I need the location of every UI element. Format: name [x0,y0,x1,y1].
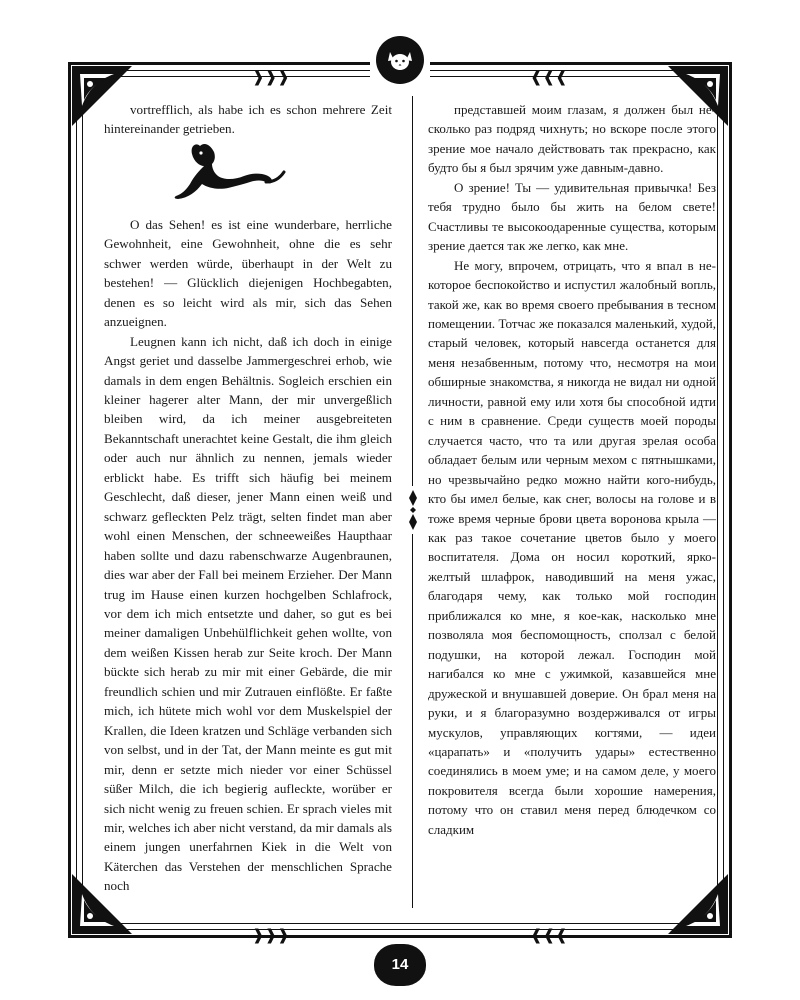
header-medallion [370,36,430,88]
cat-head-icon [370,42,430,78]
diamond-ornament-icon [404,486,422,534]
paragraph: О зрение! Ты — удивительная привычка! Без тебя трудно было бы жить на белом свете! Счастливы те высокоодаренные существа, которым зрение дается так же легко, как мне. [428,179,716,254]
scroll-flourish-icon: ❰❰❰ [530,926,568,944]
scroll-flourish-icon: ❱❱❱ [252,68,290,86]
paragraph: O das Sehen! es ist eine wunderbare, herrliche Gewohnheit, eine Gewohnheit, ohne die es sehr schwer werden würde, überhaupt in der Welt zu bestehen! — Glücklich diejenigen Hochbegabten, denen es so leicht wird als mir, sich das Sehen anzueignen. [104,216,392,330]
paragraph: vortrefflich, als habe ich es schon mehrere Zeit hintereinander getrieben. [104,102,392,137]
paragraph: представшей моим глазам, я должен был несколько раз подряд чихнуть; но вскоре после этого зрение мое начало действовать так прекрасно, как будто бы я был зрячим уже давным-давно. [428,102,716,176]
stretching-cat-icon [170,140,320,202]
page-number: 14 [374,944,426,986]
scroll-flourish-icon: ❱❱❱ [252,926,290,944]
paragraph: Leugnen kann ich nicht, daß ich doch in einige Angst geriet und dasselbe Jammergeschrei erhob, wie damals in dem engen Behältnis. Sogleich erschien ein kleiner hagerer alter Mann, der mir unvergeßlich bleiben wird, da ich meiner ausgebreiteten Bekanntschaft unerachtet keine Gestalt, die ihm gleich oder auch nur ähnlich zu nennen, jemals wieder erblickt habe. Es trifft sich häufig bei meinem Geschlecht, daß dieser, jener Mann einen weiß und schwarz gefleckten Pelz trägt, selten findet man aber wohl einen Menschen, der schneeweißes Haupthaar haben sollte und dazu rabenschwarze Augenbraunen, dies war aber der Fall bei meinem Erzieher. Der Mann trug im Hause einen kurzen hochgelben Schlafrock, vor dem ich mich entsetzte und daher, so gut es bei meiner damaligen Unbehülflichkeit gehen wollte, von dem weißen Kissen herab zur Seite kroch. Der Mann bückte sich herab zu mir mit einer Gebärde, die mir freundlich schien und mir Zutrauen einflößte. Er faßte mich, ich hütete mich wohl vor dem Muskelspiel der Krallen, die Ideen kratzen und Schläge verbanden sich von selbst, und in der Tat, der Mann meinte es gut mit mir, denn er setzte mich nieder vor einer Schüssel süßer Milch, die ich begierig aufleckte, worüber er sich nicht wenig zu freuen schien. Er sprach vieles mit mir, welches ich aber nicht verstand, da mir damals als einem jungen unerfahrnen Kiek in die Welt von Käterchen das Verstehen der menschlichen Sprache noch [104,333,392,894]
paragraph: Не могу, впрочем, отрицать, что я впал в некоторое беспокойство и испустил жалобный вопль, такой же, как во время своего пребывания в тесном помещении. Тотчас же показался маленький, худой, старый человек, который навсегда останется для меня незабвенным, потому что, несмотря на мои обширные знакомства, я никогда не видал ни одной личности, равной ему или хотя бы способной идти с ним в сравнение. Среди существ моей породы случается часто, что та или другая зрелая особа обладает белым или черным мехом с пятнышками, но чрезвычайно редко можно найти кого-нибудь, кто бы имел белые, как снег, волосы на голове и в тоже время черные брови цвета воронова крыла — как раз такое сочетание цветов было у моего воспитателя. Дома он носил короткий, ярко-желтый шлафрок, наводивший на меня ужас, благодаря чему, как только мой господин приближался ко мне, я кое-как, насколько мне позволяла моя беспомощность, сползал с белой подушки, на которой лежал. Господин мой нагибался ко мне с ужимкой, казавшейся мне дружеской и внушавшей доверие. Он брал меня на руки, и я благоразумно воздерживался от игры мускулов, управляющих когтями, — идеи «царапать» и «получить удары» естественно соединялись в моем уме; и на самом деле, у моего покровителя всегда были хорошие намерения, потому что он ставил меня перед блюдечком со сладким [428,257,716,837]
text-column-right [428,100,716,908]
text-column-left [104,100,392,908]
scroll-flourish-icon: ❰❰❰ [530,68,568,86]
